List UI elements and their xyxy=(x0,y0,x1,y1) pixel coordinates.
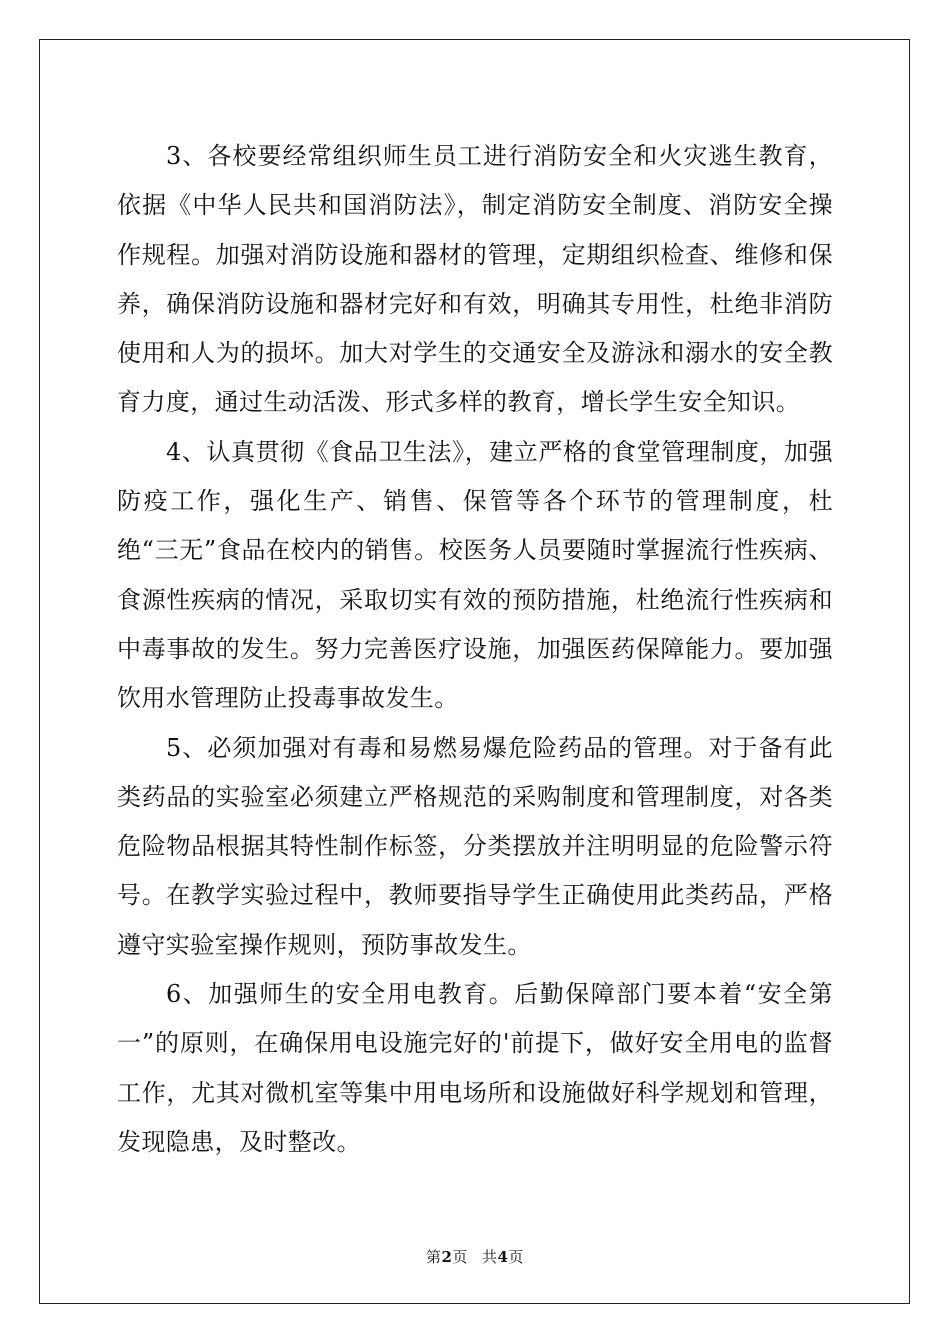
total-prefix: 共 xyxy=(482,1248,498,1266)
page-footer xyxy=(0,1246,950,1267)
paragraph-3: 3、各校要经常组织师生员工进行消防安全和火灾逃生教育，依据《中华人民共和国消防法》，制定消防安全制度、消防安全操作规程。加强对消防设施和器材的管理，定期组织检查、维修和保养，确保消防设施和器材完好和有效，明确其专用性，杜绝非消防使用和人为的损坏。加大对学生的交通安全及游泳和溺水的安全教育力度，通过生动活泼、形式多样的教育，增长学生安全知识。 xyxy=(117,142,833,417)
paragraph-4: 4、认真贯彻《食品卫生法》，建立严格的食堂管理制度，加强防疫工作，强化生产、销售、保管等各个环节的管理制度，杜绝“三无”食品在校内的销售。校医务人员要随时掌握流行性疾病、食源性疾病的情况，采取切实有效的预防措施，杜绝流行性疾病和中毒事故的发生。努力完善医疗设施，加强医药保障能力。要加强饮用水管理防止投毒事故发生。 xyxy=(117,437,833,713)
total-pages: 4 xyxy=(497,1248,509,1266)
page-prefix: 第 xyxy=(426,1248,442,1266)
paragraph-6: 6、加强师生的安全用电教育。后勤保障部门要本着“安全第一”的原则，在确保用电设施完好的'前提下，做好安全用电的监督工作，尤其对微机室等集中用电场所和设施做好科学规划和管理，发现隐患，及时整改。 xyxy=(117,980,833,1156)
page-number: 2 xyxy=(441,1248,453,1266)
document-body xyxy=(117,132,833,1167)
total-suffix: 页 xyxy=(508,1248,524,1266)
page-suffix: 页 xyxy=(452,1248,468,1266)
paragraph-5: 5、必须加强对有毒和易燃易爆危险药品的管理。对于备有此类药品的实验室必须建立严格规范的采购制度和管理制度，对各类危险物品根据其特性制作标签，分类摆放并注明明显的危险警示符号。在教学实验过程中，教师要指导学生正确使用此类药品，严格遵守实验室操作规则，预防事故发生。 xyxy=(117,733,833,959)
